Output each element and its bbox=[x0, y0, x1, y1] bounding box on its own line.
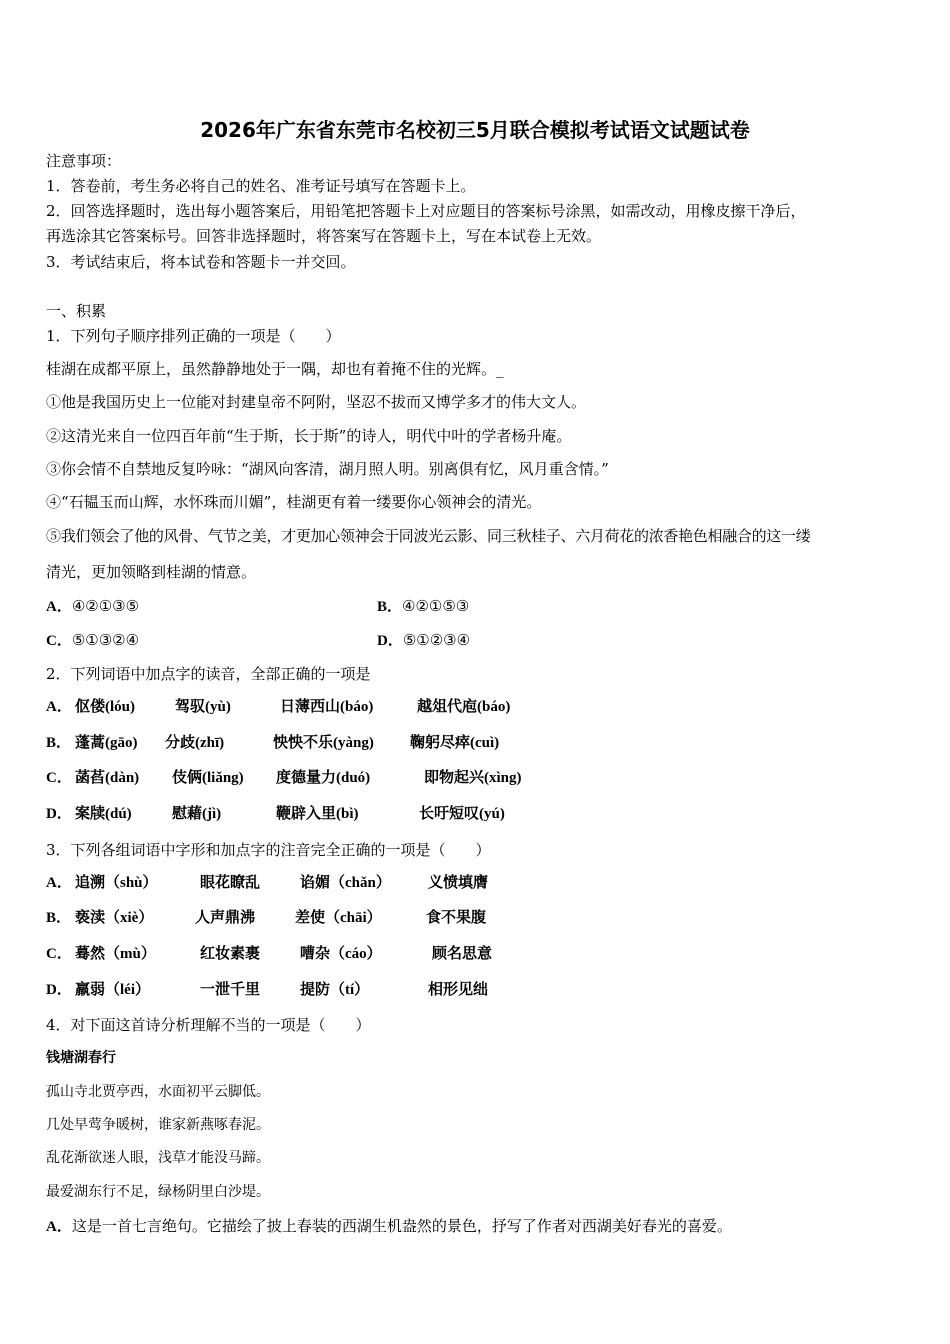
q1-sentence: ②这清光来自一位四百年前“生于斯，长于斯”的诗人，明代中叶的学者杨升庵。 bbox=[46, 427, 572, 445]
q1-option-b[interactable] bbox=[377, 596, 469, 617]
option-text: ④②①③⑤ bbox=[71, 597, 140, 615]
option-term: 嘈杂（cáo） bbox=[300, 946, 382, 962]
option-term: 伎俩(liǎng) bbox=[172, 770, 244, 786]
option-term: 案牍(dú) bbox=[75, 806, 132, 822]
q3-option-b[interactable]: B． bbox=[46, 910, 72, 926]
q2-option-b[interactable]: B． bbox=[46, 735, 72, 751]
q1-sentence: 清光，更加领略到桂湖的情意。 bbox=[46, 563, 257, 581]
q1-sentence: ③你会情不自禁地反复吟咏：“湖风向客清，湖月照人明。别离俱有忆，风月重含情。” bbox=[46, 460, 609, 478]
option-term: 一泄千里 bbox=[200, 982, 261, 998]
option-term: 羸弱（léi） bbox=[75, 982, 150, 998]
option-term: 长吁短叹(yú) bbox=[419, 806, 505, 822]
option-term: 越俎代庖(báo) bbox=[417, 699, 511, 715]
option-term: 菡萏(dàn) bbox=[75, 770, 140, 786]
poem-line: 孤山寺北贾亭西，水面初平云脚低。 bbox=[46, 1084, 270, 1100]
poem-line: 乱花渐欲迷人眼，浅草才能没马蹄。 bbox=[46, 1150, 270, 1166]
q1-lead: 桂湖在成都平原上，虽然静静地处于一隅，却也有着掩不住的光辉。_ bbox=[46, 360, 504, 378]
poem-line: 几处早莺争暖树，谁家新燕啄春泥。 bbox=[46, 1117, 270, 1133]
page-title: 2026年广东省东莞市名校初三5月联合模拟考试语文试题试卷 bbox=[200, 118, 750, 142]
option-term: 慰藉(jì) bbox=[172, 806, 222, 822]
q1-option-d[interactable] bbox=[377, 630, 470, 651]
option-text: ⑤①③②④ bbox=[71, 631, 140, 649]
q1-stem: 1．下列句子顺序排列正确的一项是（ ） bbox=[46, 327, 341, 345]
option-term: 追溯（shù） bbox=[75, 875, 158, 891]
notice-heading: 注意事项： bbox=[46, 152, 122, 170]
option-term: 伛偻(lóu) bbox=[75, 699, 136, 715]
option-term: 相形见绌 bbox=[428, 982, 489, 998]
option-term: 人声鼎沸 bbox=[195, 910, 256, 926]
q3-option-a[interactable]: A． bbox=[46, 875, 72, 891]
option-term: 怏怏不乐(yàng) bbox=[273, 735, 374, 751]
q3-option-c[interactable]: C． bbox=[46, 946, 72, 962]
option-key: B． bbox=[377, 599, 403, 615]
q1-sentence: ④“石韫玉而山辉，水怀珠而川媚”，桂湖更有着一缕要你心领神会的清光。 bbox=[46, 493, 542, 511]
q2-stem: 2．下列词语中加点字的读音，全部正确的一项是 bbox=[46, 665, 371, 683]
option-text: ⑤①②③④ bbox=[402, 631, 471, 649]
option-term: 驾驭(yù) bbox=[175, 699, 231, 715]
option-term: 度德量力(duó) bbox=[276, 770, 371, 786]
q2-option-d[interactable]: D． bbox=[46, 806, 72, 822]
option-term: 日薄西山(báo) bbox=[280, 699, 374, 715]
poem-title: 钱塘湖春行 bbox=[46, 1050, 116, 1066]
option-term: 蓦然（mù） bbox=[75, 946, 156, 962]
option-key: C． bbox=[46, 633, 72, 649]
q3-stem: 3．下列各组词语中字形和加点字的注音完全正确的一项是（ ） bbox=[46, 841, 491, 859]
section-heading: 一、积累 bbox=[46, 302, 107, 320]
notice-item: 3．考试结束后，将本试卷和答题卡一并交回。 bbox=[46, 253, 356, 271]
notice-item: 再选涂其它答案标号。回答非选择题时，将答案写在答题卡上，写在本试卷上无效。 bbox=[46, 227, 602, 245]
notice-item: 1．答卷前，考生务必将自己的姓名、准考证号填写在答题卡上。 bbox=[46, 177, 476, 195]
option-key: D． bbox=[377, 633, 403, 649]
option-term: 亵渎（xiè） bbox=[75, 910, 154, 926]
q1-option-a[interactable] bbox=[46, 596, 139, 617]
option-term: 分歧(zhī) bbox=[165, 735, 225, 751]
option-text: 这是一首七言绝句。它描绘了披上春装的西湖生机盎然的景色，抒写了作者对西湖美好春光的喜爱。 bbox=[71, 1217, 732, 1235]
q2-option-c[interactable]: C． bbox=[46, 770, 72, 786]
q1-option-c[interactable] bbox=[46, 630, 139, 651]
option-term: 谄媚（chǎn） bbox=[300, 875, 391, 891]
option-term: 鞠躬尽瘁(cuì) bbox=[410, 735, 500, 751]
q4-option-a[interactable] bbox=[46, 1216, 732, 1237]
q3-option-d[interactable]: D． bbox=[46, 982, 72, 998]
q1-sentence: ①他是我国历史上一位能对封建皇帝不阿附，坚忍不拔而又博学多才的伟大文人。 bbox=[46, 393, 587, 411]
option-key: A． bbox=[46, 599, 72, 615]
option-key: A． bbox=[46, 1219, 72, 1235]
option-term: 义愤填膺 bbox=[428, 875, 489, 891]
option-term: 差使（chāi） bbox=[295, 910, 382, 926]
q1-sentence: ⑤我们领会了他的风骨、气节之美，才更加心领神会于同波光云影、同三秋桂子、六月荷花的浓香艳色相融合的这一缕 bbox=[46, 527, 811, 545]
poem-line: 最爱湖东行不足，绿杨阴里白沙堤。 bbox=[46, 1184, 270, 1200]
option-term: 食不果腹 bbox=[426, 910, 487, 926]
q2-option-a[interactable]: A． bbox=[46, 699, 72, 715]
option-term: 鞭辟入里(bì) bbox=[276, 806, 359, 822]
option-term: 蓬蒿(gāo) bbox=[75, 735, 138, 751]
notice-item: 2．回答选择题时，选出每小题答案后，用铅笔把答题卡上对应题目的答案标号涂黑，如需改动，用橡皮擦干净后， bbox=[46, 202, 806, 220]
option-term: 顾名思意 bbox=[432, 946, 493, 962]
option-term: 提防（tí） bbox=[300, 982, 370, 998]
option-text: ④②①⑤③ bbox=[402, 597, 470, 615]
q4-stem: 4．对下面这首诗分析理解不当的一项是（ ） bbox=[46, 1016, 371, 1034]
option-term: 红妆素裹 bbox=[200, 946, 261, 962]
option-term: 即物起兴(xìng) bbox=[424, 770, 522, 786]
option-term: 眼花瞭乱 bbox=[200, 875, 261, 891]
